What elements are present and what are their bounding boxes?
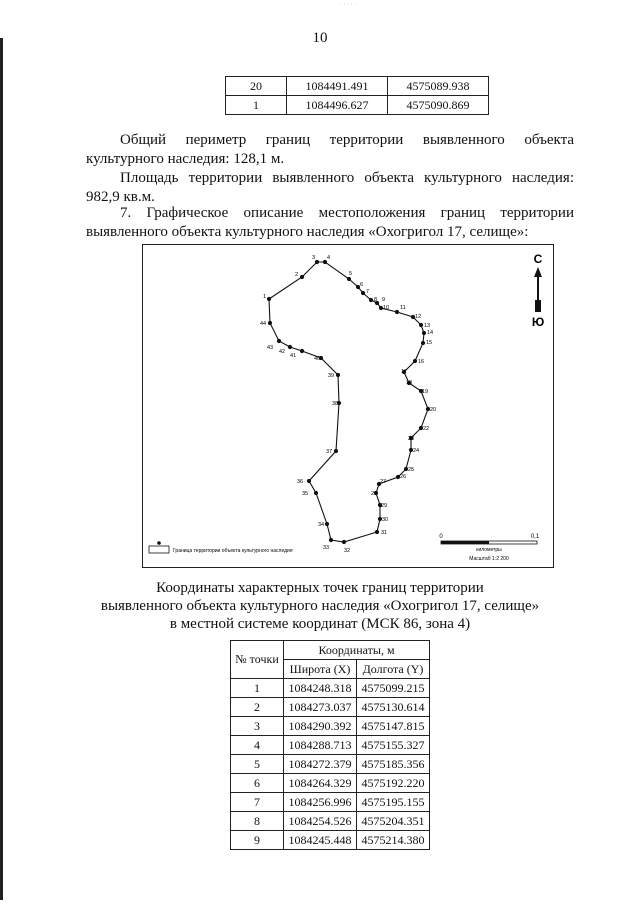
top-coordinates-table <box>225 76 489 115</box>
table-cell: 1084248.318 <box>284 679 357 698</box>
point-label-22: 22 <box>423 426 430 432</box>
boundary-point-16 <box>413 359 417 363</box>
point-label-29: 29 <box>381 503 388 509</box>
area-paragraph: Площадь территории выявленного объекта культурного наследия: 982,9 кв.м. <box>86 170 574 205</box>
table-cell: 20 <box>226 77 287 96</box>
table-cell: 4575192.220 <box>357 774 430 793</box>
point-label-44: 44 <box>260 321 267 327</box>
point-label-34: 34 <box>318 522 325 528</box>
point-label-31: 31 <box>381 530 388 536</box>
table-cell: 1084288.713 <box>284 736 357 755</box>
column-header-point: № точки <box>231 641 284 679</box>
table-row <box>231 812 430 831</box>
scale-unit: километры <box>476 547 502 553</box>
table-cell: 1084264.329 <box>284 774 357 793</box>
point-label-36: 36 <box>297 479 304 485</box>
table-cell: 1084496.627 <box>287 96 388 115</box>
boundary-point-11 <box>395 310 399 314</box>
point-label-4: 4 <box>327 255 331 261</box>
table-cell: 7 <box>231 793 284 812</box>
point-label-16: 16 <box>418 359 425 365</box>
point-label-39: 39 <box>328 373 335 379</box>
boundary-point-5 <box>347 277 351 281</box>
table-cell: 4 <box>231 736 284 755</box>
legend <box>149 541 169 553</box>
table-cell: 4575090.869 <box>388 96 489 115</box>
scan-artifact: · · · · · <box>340 2 356 8</box>
point-label-27: 27 <box>380 479 387 485</box>
point-label-40: 40 <box>314 356 321 362</box>
perimeter-paragraph: Общий периметр границ территории выявленного объекта культурного наследия: 128,1 м. <box>86 132 574 167</box>
boundary-map <box>142 244 554 568</box>
table-header-row <box>231 641 430 660</box>
boundary-point-34 <box>325 522 329 526</box>
point-label-11: 11 <box>400 305 406 311</box>
column-header-lat: Широта (X) <box>284 660 357 679</box>
scale-end: 0,1 <box>530 534 540 540</box>
point-label-20: 20 <box>430 407 437 413</box>
point-label-24: 24 <box>413 448 420 454</box>
point-label-1: 1 <box>263 294 267 300</box>
point-labels <box>260 255 436 554</box>
point-label-33: 33 <box>323 545 330 551</box>
boundary-point-44 <box>268 321 272 325</box>
table-row <box>231 793 430 812</box>
boundary-point-13 <box>419 323 423 327</box>
point-label-30: 30 <box>382 517 389 523</box>
scale-bar <box>441 541 537 544</box>
point-label-8: 8 <box>374 297 378 303</box>
coordinates-table <box>230 640 430 850</box>
boundary-point-33 <box>329 538 333 542</box>
table-cell: 4575147.815 <box>357 717 430 736</box>
point-label-28: 28 <box>371 491 378 497</box>
boundary-point-15 <box>421 341 425 345</box>
point-label-5: 5 <box>349 271 353 277</box>
boundary-point-41 <box>300 349 304 353</box>
point-label-14: 14 <box>427 330 434 336</box>
graphic-description-paragraph: 7. Графическое описание местоположения границ территории выявленного объекта культурного наследия «Охогригол 17, селище»: <box>86 205 574 240</box>
table-cell: 4575089.938 <box>388 77 489 96</box>
point-label-25: 25 <box>408 467 415 473</box>
scale-zero: 0 <box>439 534 443 540</box>
point-label-41: 41 <box>290 353 297 359</box>
south-label: Ю <box>531 315 545 329</box>
table-cell: 1084245.448 <box>284 831 357 850</box>
point-label-15: 15 <box>426 340 433 346</box>
point-label-13: 13 <box>424 323 431 329</box>
point-label-3: 3 <box>312 255 316 261</box>
boundary-point-35 <box>314 491 318 495</box>
table-cell: 4575214.380 <box>357 831 430 850</box>
boundary-point-37 <box>334 449 338 453</box>
point-label-42: 42 <box>279 349 286 355</box>
boundary-point-14 <box>422 331 426 335</box>
table-row <box>226 96 489 115</box>
boundary-point-31 <box>375 530 379 534</box>
table-row <box>231 717 430 736</box>
legend-text: Граница территории объекта культурного наследия <box>173 548 293 554</box>
table-heading-line1: Координаты характерных точек границ территории <box>156 580 484 596</box>
table-row <box>226 77 489 96</box>
column-header-lon: Долгота (Y) <box>357 660 430 679</box>
page-left-edge <box>0 38 3 900</box>
table-cell: 9 <box>231 831 284 850</box>
boundary-point-1 <box>267 297 271 301</box>
point-label-23: 23 <box>408 436 415 442</box>
table-row <box>231 698 430 717</box>
boundary-point-42 <box>288 345 292 349</box>
table-cell: 1 <box>226 96 287 115</box>
table-cell: 5 <box>231 755 284 774</box>
table-cell: 1084256.996 <box>284 793 357 812</box>
point-label-9: 9 <box>382 297 386 303</box>
point-label-32: 32 <box>344 548 351 554</box>
page-number: 10 <box>312 30 328 46</box>
table-cell: 1084272.379 <box>284 755 357 774</box>
column-header-coords: Координаты, м <box>284 641 430 660</box>
point-label-17: 17 <box>401 369 408 375</box>
boundary-point-8 <box>369 298 373 302</box>
table-cell: 4575099.215 <box>357 679 430 698</box>
point-label-35: 35 <box>302 491 309 497</box>
table-cell: 3 <box>231 717 284 736</box>
boundary-point-32 <box>342 540 346 544</box>
table-cell: 6 <box>231 774 284 793</box>
table-row <box>231 755 430 774</box>
point-label-26: 26 <box>400 474 407 480</box>
table-cell: 4575195.155 <box>357 793 430 812</box>
boundary-point-36 <box>307 479 311 483</box>
table-cell: 1084273.037 <box>284 698 357 717</box>
table-row <box>231 679 430 698</box>
point-label-43: 43 <box>267 345 274 351</box>
point-label-19: 19 <box>422 389 429 395</box>
table-cell: 2 <box>231 698 284 717</box>
table-cell: 4575204.351 <box>357 812 430 831</box>
point-label-38: 38 <box>332 401 339 407</box>
point-label-7: 7 <box>366 289 370 295</box>
table-row <box>231 774 430 793</box>
scale-text: Масштаб 1:2 200 <box>469 556 509 562</box>
point-label-6: 6 <box>360 282 364 288</box>
table-cell: 4575130.614 <box>357 698 430 717</box>
table-cell: 1084491.491 <box>287 77 388 96</box>
point-label-18: 18 <box>406 380 413 386</box>
point-label-10: 10 <box>383 305 390 311</box>
boundary-point-7 <box>361 291 365 295</box>
boundary-point-3 <box>315 260 319 264</box>
boundary-point-39 <box>336 373 340 377</box>
table-cell: 1084290.392 <box>284 717 357 736</box>
table-cell: 1084254.526 <box>284 812 357 831</box>
map-drawing <box>143 245 553 567</box>
table-cell: 4575185.356 <box>357 755 430 774</box>
table-row <box>231 736 430 755</box>
table-cell: 1 <box>231 679 284 698</box>
table-heading-line3: в местной системе координат (МСК 86, зона 4) <box>169 616 471 632</box>
table-heading-line2: выявленного объекта культурного наследия «Охогригол 17, селище» <box>100 598 540 614</box>
point-label-2: 2 <box>295 272 299 278</box>
boundary-point-43 <box>277 339 281 343</box>
table-row <box>231 831 430 850</box>
north-arrow-icon <box>534 267 542 312</box>
table-cell: 8 <box>231 812 284 831</box>
point-label-37: 37 <box>326 449 333 455</box>
north-label: С <box>533 252 543 266</box>
table-cell: 4575155.327 <box>357 736 430 755</box>
boundary-point-2 <box>300 275 304 279</box>
point-label-12: 12 <box>415 314 422 320</box>
